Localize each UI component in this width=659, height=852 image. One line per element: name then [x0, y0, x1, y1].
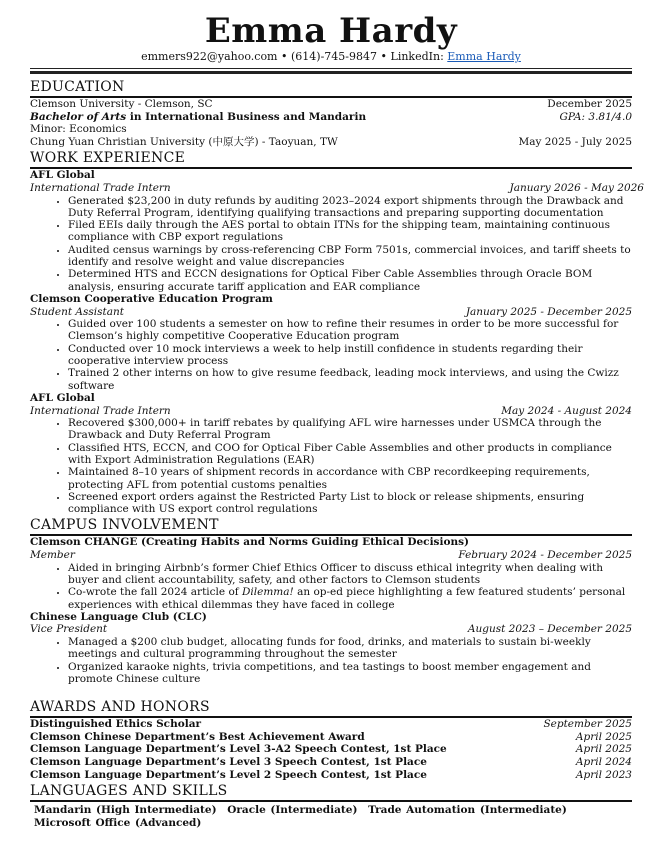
bullet-item: • Organized karaoke nights, trivia competitions, and tea tastings to boost member engagement and promote Chinese culture	[68, 661, 632, 686]
bullet-item: • Determined HTS and ECCN designations for Optical Fiber Cable Assemblies through Oracle BOM analysis, ensuring accurate tariff application and EAR compliance	[68, 268, 632, 293]
contact-line	[30, 50, 632, 64]
job-org: Clemson Cooperative Education Program	[30, 292, 273, 305]
school-name: Clemson University - Clemson, SC	[30, 98, 213, 110]
award-row	[30, 769, 632, 782]
org-role: Member	[30, 549, 75, 562]
bullet-item: • Filed EEIs daily through the AES portal to obtain ITNs for the shipping team, maintaining continuous compliance with CBP export regulations	[68, 219, 632, 244]
bullet-item: • Audited census warnings by cross-referencing CBP Form 7501s, commercial invoices, and tariff sheets to identify and resolve weight and value discrepancies	[68, 244, 632, 269]
job-entry	[30, 293, 632, 392]
candidate-name: Emma Hardy	[204, 11, 458, 51]
resume-page	[30, 11, 644, 830]
section-title-work: WORK EXPERIENCE	[30, 150, 186, 167]
bullet-item: • Trained 2 other interns on how to give resume feedback, leading mock interviews, and using the Cwizz software	[68, 367, 632, 392]
bullet-item	[68, 586, 632, 611]
section-title-education: EDUCATION	[30, 79, 125, 95]
job-role: Student Assistant	[30, 305, 124, 318]
job-bullets	[30, 417, 632, 515]
org-role: Vice President	[30, 623, 108, 636]
contact-separator: •	[380, 50, 388, 63]
org-bullets	[30, 562, 632, 611]
skill-item: Microsoft Office (Advanced)	[34, 817, 202, 830]
bullet-text: Co-wrote the fall 2024 article of	[68, 586, 242, 599]
gpa: GPA: 3.81/4.0	[559, 110, 632, 123]
abroad-school: Chung Yuan Christian University (中原大学) - Taoyuan, TW	[30, 135, 338, 148]
bullet-item: • Conducted over 10 mock interviews a week to help instill confidence in students regarding their cooperative interview process	[68, 343, 632, 368]
education-abroad-row	[30, 136, 632, 149]
bullet-item: • Generated $23,200 in duty refunds by auditing 2023–2024 export shipments through the Drawback and Duty Referral Program, identifying qualifying transactions and preparing supporting documentation	[68, 195, 632, 220]
job-date: January 2026 - May 2026	[509, 181, 644, 194]
org-bullets	[30, 636, 632, 685]
bullet-item: • Screened export orders against the Restricted Party List to block or release shipments, ensuring compliance with US export control regulations	[68, 491, 632, 516]
degree-major: in International Business and Mandarin	[126, 110, 367, 123]
education-degree-row	[30, 111, 632, 124]
award-date: April 2025	[575, 730, 632, 743]
linkedin-link[interactable]: Emma Hardy	[447, 50, 521, 63]
org-name: Clemson CHANGE (Creating Habits and Norms Guiding Ethical Decisions)	[30, 536, 469, 549]
org-entry	[30, 611, 632, 685]
bullet-item: • Managed a $200 club budget, allocating funds for food, drinks, and materials to sustain bi-weekly meetings and cultural programming throughout the semester	[68, 636, 632, 661]
skill-item: Mandarin (High Intermediate)	[34, 804, 217, 817]
job-bullets	[30, 318, 632, 392]
article-title: Dilemma!	[242, 586, 294, 599]
job-entry	[30, 169, 644, 293]
education-minor-row	[30, 123, 632, 136]
job-org: AFL Global	[30, 169, 95, 182]
org-entry	[30, 536, 632, 610]
job-role: International Trade Intern	[30, 404, 171, 417]
phone-text: (614)-745-9847	[291, 50, 378, 63]
bullet-item: • Classified HTS, ECCN, and COO for Optical Fiber Cable Assemblies and other products in compliance with Export Administration Regulations (EAR)	[68, 442, 632, 467]
job-entry	[30, 392, 632, 516]
award-date: April 2023	[575, 768, 632, 781]
award-row	[30, 718, 632, 731]
bullet-text: an op-ed piece highlighting a few featured students’ personal experiences with ethical dilemmas they have faced in college	[68, 586, 626, 611]
education-school-row	[30, 98, 632, 111]
org-date: February 2024 - December 2025	[458, 549, 632, 562]
job-date: May 2024 - August 2024	[501, 404, 632, 417]
job-role: International Trade Intern	[30, 181, 171, 194]
org-date: August 2023 – December 2025	[467, 623, 632, 636]
bullet-item: • Aided in bringing Airbnb’s former Chief Ethics Officer to discuss ethical integrity when dealing with buyer and client accountability, safety, and other factors to Clemson students	[68, 562, 632, 587]
section-title-campus: CAMPUS INVOLVEMENT	[30, 517, 219, 534]
award-row	[30, 756, 632, 769]
bullet-item: • Maintained 8–10 years of shipment records in accordance with CBP recordkeeping requirements, protecting AFL from potential customs penalties	[68, 466, 632, 491]
award-name: Clemson Language Department’s Level 3-A2 Speech Contest, 1st Place	[30, 743, 447, 756]
degree-type: Bachelor of Arts	[30, 110, 127, 123]
job-date: January 2025 - December 2025	[465, 305, 632, 318]
section-title-skills: LANGUAGES AND SKILLS	[30, 783, 228, 800]
skill-item: Trade Automation (Intermediate)	[368, 804, 567, 817]
award-name: Clemson Language Department’s Level 3 Speech Contest, 1st Place	[30, 756, 427, 768]
email-text: emmers922@yahoo.com	[141, 50, 278, 63]
award-row	[30, 743, 632, 756]
minor: Minor: Economics	[30, 123, 127, 136]
section-title-awards: AWARDS AND HONORS	[30, 699, 210, 716]
bullet-item: • Guided over 100 students a semester on how to refine their resumes in order to be more successful for Clemson’s highly competitive Cooperative Education program	[68, 318, 632, 343]
award-date: April 2025	[575, 743, 632, 756]
section-rule	[30, 800, 632, 802]
linkedin-label: LinkedIn:	[390, 50, 444, 63]
header-divider-thick	[30, 71, 632, 74]
bullet-item: • Recovered $300,000+ in tariff rebates by qualifying AFL wire harnesses under USMCA through the Drawback and Duty Referral Program	[68, 417, 632, 442]
skills-line	[30, 804, 632, 830]
header-divider-thin	[30, 68, 632, 69]
job-bullets	[30, 195, 632, 293]
award-date: September 2025	[543, 718, 632, 731]
award-name: Clemson Language Department’s Level 2 Speech Contest, 1st Place	[30, 768, 427, 781]
award-date: April 2024	[575, 756, 632, 768]
skill-item: Oracle (Intermediate)	[227, 804, 358, 817]
org-name: Chinese Language Club (CLC)	[30, 610, 207, 623]
award-name: Distinguished Ethics Scholar	[30, 718, 202, 731]
abroad-date: May 2025 - July 2025	[518, 135, 632, 148]
degree	[30, 111, 366, 124]
contact-separator: •	[281, 50, 288, 63]
award-name: Clemson Chinese Department’s Best Achievement Award	[30, 730, 365, 743]
job-org: AFL Global	[30, 391, 95, 404]
graduation-date: December 2025	[547, 98, 632, 110]
award-row	[30, 731, 632, 744]
